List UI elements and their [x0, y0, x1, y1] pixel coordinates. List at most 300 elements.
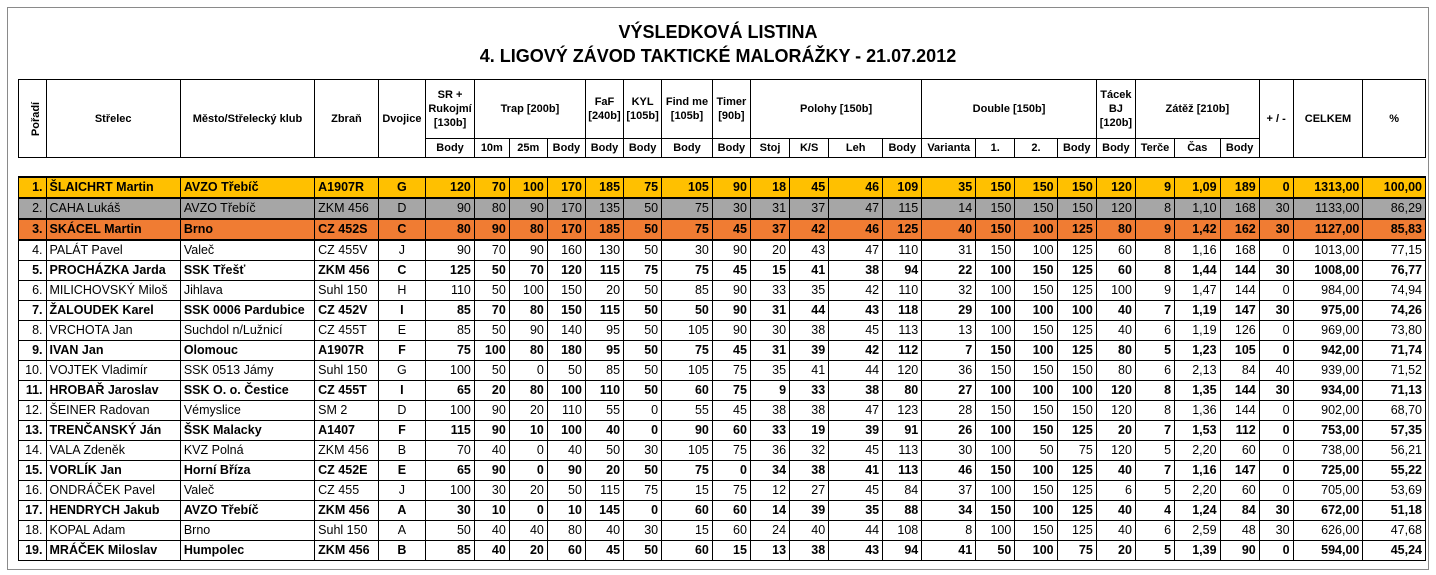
- cell-double-body: 150: [1057, 401, 1096, 421]
- cell-trap-25m: 10: [509, 421, 547, 441]
- cell-double-1: 150: [976, 341, 1015, 361]
- cell-tacek-body: 120: [1096, 441, 1135, 461]
- subheader-timer-body: Body: [712, 139, 750, 158]
- cell-double-varianta: 30: [922, 441, 976, 461]
- header-procent: %: [1363, 80, 1426, 158]
- cell-celkem: 984,00: [1293, 281, 1363, 301]
- table-row: [19, 261, 1426, 281]
- cell-polohy-leh: 45: [829, 441, 883, 461]
- cell-trap-body: 170: [547, 219, 585, 240]
- table-row: [19, 301, 1426, 321]
- cell-zatez-cas: 2,20: [1175, 481, 1220, 501]
- cell-trap-10m: 30: [474, 481, 509, 501]
- cell-procent: 45,24: [1363, 541, 1426, 561]
- cell-club: Jihlava: [180, 281, 314, 301]
- cell-club: AVZO Třebíč: [180, 198, 314, 219]
- cell-procent: 57,35: [1363, 421, 1426, 441]
- cell-findme-body: 75: [662, 219, 713, 240]
- cell-club: ŠSK Malacky: [180, 421, 314, 441]
- cell-polohy-body: 91: [883, 421, 922, 441]
- cell-trap-25m: 90: [509, 321, 547, 341]
- cell-polohy-stoj: 31: [750, 198, 789, 219]
- cell-double-body: 125: [1057, 240, 1096, 261]
- cell-trap-body: 150: [547, 281, 585, 301]
- cell-celkem: 594,00: [1293, 541, 1363, 561]
- cell-double-varianta: 32: [922, 281, 976, 301]
- cell-polohy-leh: 45: [829, 321, 883, 341]
- cell-celkem: 969,00: [1293, 321, 1363, 341]
- cell-procent: 68,70: [1363, 401, 1426, 421]
- cell-sr-body: 30: [426, 501, 475, 521]
- cell-double-body: 125: [1057, 421, 1096, 441]
- cell-celkem: 753,00: [1293, 421, 1363, 441]
- sheet-title: VÝSLEDKOVÁ LISTINA: [618, 22, 818, 42]
- cell-kyl-body: 50: [624, 381, 662, 401]
- subheader-polohy-body: Body: [883, 139, 922, 158]
- cell-double-2: 100: [1015, 501, 1057, 521]
- header-strelec: Střelec: [46, 80, 180, 158]
- cell-polohy-stoj: 34: [750, 461, 789, 481]
- cell-polohy-ks: 38: [790, 461, 829, 481]
- cell-polohy-stoj: 14: [750, 501, 789, 521]
- cell-trap-25m: 100: [509, 281, 547, 301]
- cell-sr-body: 85: [426, 541, 475, 561]
- cell-double-varianta: 8: [922, 521, 976, 541]
- cell-weapon: CZ 455: [315, 481, 378, 501]
- cell-faf-body: 55: [585, 401, 623, 421]
- cell-zatez-terce: 7: [1135, 301, 1174, 321]
- cell-polohy-ks: 39: [790, 341, 829, 361]
- cell-zatez-terce: 9: [1135, 281, 1174, 301]
- cell-polohy-stoj: 37: [750, 219, 789, 240]
- cell-polohy-body: 88: [883, 501, 922, 521]
- cell-celkem: 942,00: [1293, 341, 1363, 361]
- cell-weapon: A1907R: [315, 177, 378, 198]
- cell-double-body: 150: [1057, 361, 1096, 381]
- cell-polohy-leh: 43: [829, 541, 883, 561]
- cell-findme-body: 75: [662, 198, 713, 219]
- cell-trap-25m: 0: [509, 361, 547, 381]
- cell-trap-body: 40: [547, 441, 585, 461]
- cell-trap-body: 80: [547, 521, 585, 541]
- cell-zatez-body: 144: [1220, 281, 1259, 301]
- cell-kyl-body: 0: [624, 401, 662, 421]
- cell-tacek-body: 40: [1096, 321, 1135, 341]
- cell-trap-body: 120: [547, 261, 585, 281]
- cell-club: Vémyslice: [180, 401, 314, 421]
- cell-kyl-body: 50: [624, 198, 662, 219]
- cell-kyl-body: 75: [624, 177, 662, 198]
- cell-procent: 74,94: [1363, 281, 1426, 301]
- cell-sr-body: 120: [426, 177, 475, 198]
- cell-weapon: Suhl 150: [315, 361, 378, 381]
- cell-trap-body: 90: [547, 461, 585, 481]
- cell-timer-body: 45: [712, 401, 750, 421]
- cell-double-2: 150: [1015, 321, 1057, 341]
- cell-zatez-terce: 6: [1135, 361, 1174, 381]
- cell-findme-body: 75: [662, 461, 713, 481]
- cell-tacek-body: 20: [1096, 541, 1135, 561]
- cell-double-body: 125: [1057, 461, 1096, 481]
- cell-pair: F: [378, 341, 426, 361]
- cell-zatez-cas: 1,39: [1175, 541, 1220, 561]
- cell-kyl-body: 50: [624, 461, 662, 481]
- cell-double-1: 50: [976, 541, 1015, 561]
- cell-findme-body: 75: [662, 341, 713, 361]
- table-row: [19, 461, 1426, 481]
- cell-double-1: 150: [976, 219, 1015, 240]
- cell-weapon: Suhl 150: [315, 281, 378, 301]
- cell-rank: 1.: [19, 177, 47, 198]
- cell-faf-body: 95: [585, 321, 623, 341]
- cell-polohy-body: 94: [883, 541, 922, 561]
- cell-polohy-stoj: 9: [750, 381, 789, 401]
- cell-zatez-cas: 1,16: [1175, 461, 1220, 481]
- table-row: [19, 521, 1426, 541]
- cell-timer-body: 90: [712, 177, 750, 198]
- cell-kyl-body: 50: [624, 301, 662, 321]
- header-poradi: [19, 80, 47, 158]
- cell-trap-10m: 10: [474, 501, 509, 521]
- cell-sr-body: 85: [426, 321, 475, 341]
- cell-rank: 4.: [19, 240, 47, 261]
- cell-shooter-name: HROBAŘ Jaroslav: [46, 381, 180, 401]
- cell-polohy-leh: 47: [829, 198, 883, 219]
- cell-faf-body: 145: [585, 501, 623, 521]
- cell-double-varianta: 36: [922, 361, 976, 381]
- cell-zatez-body: 84: [1220, 361, 1259, 381]
- cell-double-body: 125: [1057, 501, 1096, 521]
- cell-tacek-body: 100: [1096, 281, 1135, 301]
- cell-polohy-ks: 44: [790, 301, 829, 321]
- sheet-subtitle: 4. LIGOVÝ ZÁVOD TAKTICKÉ MALORÁŽKY - 21.07.2012: [479, 46, 957, 66]
- cell-polohy-stoj: 18: [750, 177, 789, 198]
- cell-weapon: A1407: [315, 421, 378, 441]
- cell-tacek-body: 80: [1096, 361, 1135, 381]
- cell-rank: 5.: [19, 261, 47, 281]
- cell-plus-minus: 0: [1259, 481, 1293, 501]
- results-body: [19, 158, 1426, 561]
- cell-polohy-leh: 35: [829, 501, 883, 521]
- cell-shooter-name: VRCHOTA Jan: [46, 321, 180, 341]
- header-mesto: Město/Střelecký klub: [180, 80, 314, 158]
- cell-zatez-body: 144: [1220, 401, 1259, 421]
- cell-faf-body: 130: [585, 240, 623, 261]
- table-row: [19, 481, 1426, 501]
- table-row: [19, 177, 1426, 198]
- cell-club: Brno: [180, 219, 314, 240]
- cell-polohy-stoj: 24: [750, 521, 789, 541]
- cell-weapon: SM 2: [315, 401, 378, 421]
- cell-procent: 86,29: [1363, 198, 1426, 219]
- cell-findme-body: 60: [662, 381, 713, 401]
- cell-zatez-body: 90: [1220, 541, 1259, 561]
- cell-shooter-name: MRÁČEK Miloslav: [46, 541, 180, 561]
- cell-shooter-name: IVAN Jan: [46, 341, 180, 361]
- header-poradi-label: Pořadí: [30, 101, 43, 136]
- subheader-double-body: Body: [1057, 139, 1096, 158]
- cell-faf-body: 50: [585, 441, 623, 461]
- cell-timer-body: 30: [712, 198, 750, 219]
- cell-zatez-terce: 6: [1135, 521, 1174, 541]
- cell-trap-body: 50: [547, 361, 585, 381]
- cell-polohy-body: 115: [883, 198, 922, 219]
- cell-double-2: 100: [1015, 301, 1057, 321]
- cell-zatez-body: 60: [1220, 481, 1259, 501]
- cell-polohy-stoj: 31: [750, 341, 789, 361]
- cell-trap-25m: 20: [509, 481, 547, 501]
- cell-celkem: 626,00: [1293, 521, 1363, 541]
- header-dvojice: Dvojice: [378, 80, 426, 158]
- cell-trap-body: 160: [547, 240, 585, 261]
- cell-plus-minus: 30: [1259, 198, 1293, 219]
- cell-faf-body: 185: [585, 219, 623, 240]
- cell-trap-25m: 0: [509, 441, 547, 461]
- cell-club: Valeč: [180, 240, 314, 261]
- cell-zatez-body: 84: [1220, 501, 1259, 521]
- cell-zatez-cas: 1,19: [1175, 301, 1220, 321]
- cell-zatez-cas: 1,44: [1175, 261, 1220, 281]
- cell-double-varianta: 46: [922, 461, 976, 481]
- cell-polohy-stoj: 38: [750, 401, 789, 421]
- cell-celkem: 705,00: [1293, 481, 1363, 501]
- cell-zatez-terce: 9: [1135, 219, 1174, 240]
- subheader-zatez-body: Body: [1220, 139, 1259, 158]
- cell-zatez-terce: 8: [1135, 381, 1174, 401]
- cell-zatez-cas: 1,47: [1175, 281, 1220, 301]
- cell-zatez-cas: 1,24: [1175, 501, 1220, 521]
- cell-polohy-body: 120: [883, 361, 922, 381]
- cell-double-1: 100: [976, 381, 1015, 401]
- cell-tacek-body: 120: [1096, 381, 1135, 401]
- cell-weapon: CZ 455T: [315, 321, 378, 341]
- cell-double-body: 75: [1057, 541, 1096, 561]
- cell-kyl-body: 75: [624, 261, 662, 281]
- cell-kyl-body: 50: [624, 541, 662, 561]
- cell-faf-body: 85: [585, 361, 623, 381]
- cell-polohy-body: 108: [883, 521, 922, 541]
- cell-club: Brno: [180, 521, 314, 541]
- table-row: [19, 541, 1426, 561]
- cell-tacek-body: 40: [1096, 301, 1135, 321]
- cell-double-1: 100: [976, 281, 1015, 301]
- cell-celkem: 672,00: [1293, 501, 1363, 521]
- cell-double-body: 75: [1057, 441, 1096, 461]
- cell-kyl-body: 50: [624, 361, 662, 381]
- cell-pair: E: [378, 461, 426, 481]
- cell-zatez-body: 126: [1220, 321, 1259, 341]
- subheader-trap-25m: 25m: [509, 139, 547, 158]
- cell-pair: G: [378, 177, 426, 198]
- cell-tacek-body: 80: [1096, 219, 1135, 240]
- cell-zatez-body: 144: [1220, 381, 1259, 401]
- cell-pair: B: [378, 441, 426, 461]
- cell-plus-minus: 30: [1259, 219, 1293, 240]
- cell-polohy-ks: 38: [790, 321, 829, 341]
- cell-shooter-name: MILICHOVSKÝ Miloš: [46, 281, 180, 301]
- cell-timer-body: 75: [712, 481, 750, 501]
- header-tacek: Tácek BJ [120b]: [1096, 80, 1135, 139]
- cell-trap-10m: 40: [474, 441, 509, 461]
- cell-plus-minus: 0: [1259, 177, 1293, 198]
- cell-polohy-leh: 46: [829, 219, 883, 240]
- cell-polohy-leh: 46: [829, 177, 883, 198]
- cell-kyl-body: 50: [624, 219, 662, 240]
- results-sheet: [7, 7, 1429, 570]
- cell-zatez-cas: 1,42: [1175, 219, 1220, 240]
- cell-procent: 85,83: [1363, 219, 1426, 240]
- cell-weapon: CZ 452E: [315, 461, 378, 481]
- cell-polohy-stoj: 13: [750, 541, 789, 561]
- cell-polohy-leh: 47: [829, 401, 883, 421]
- cell-procent: 71,52: [1363, 361, 1426, 381]
- cell-findme-body: 60: [662, 501, 713, 521]
- cell-timer-body: 60: [712, 521, 750, 541]
- cell-findme-body: 105: [662, 361, 713, 381]
- cell-polohy-body: 123: [883, 401, 922, 421]
- cell-trap-25m: 80: [509, 301, 547, 321]
- cell-sr-body: 115: [426, 421, 475, 441]
- cell-double-body: 125: [1057, 261, 1096, 281]
- cell-polohy-body: 110: [883, 240, 922, 261]
- cell-double-body: 150: [1057, 198, 1096, 219]
- cell-findme-body: 105: [662, 321, 713, 341]
- subheader-leh: Leh: [829, 139, 883, 158]
- table-row: [19, 441, 1426, 461]
- cell-double-2: 150: [1015, 177, 1057, 198]
- cell-kyl-body: 50: [624, 281, 662, 301]
- cell-zatez-cas: 2,59: [1175, 521, 1220, 541]
- cell-tacek-body: 120: [1096, 401, 1135, 421]
- cell-pair: H: [378, 281, 426, 301]
- cell-trap-25m: 80: [509, 341, 547, 361]
- header-timer: Timer [90b]: [712, 80, 750, 139]
- cell-polohy-body: 113: [883, 441, 922, 461]
- table-row: [19, 361, 1426, 381]
- table-row: [19, 281, 1426, 301]
- cell-double-2: 100: [1015, 381, 1057, 401]
- cell-sr-body: 65: [426, 381, 475, 401]
- cell-faf-body: 20: [585, 461, 623, 481]
- cell-trap-body: 60: [547, 541, 585, 561]
- cell-club: Suchdol n/Lužnicí: [180, 321, 314, 341]
- cell-double-varianta: 27: [922, 381, 976, 401]
- cell-polohy-body: 94: [883, 261, 922, 281]
- cell-double-varianta: 7: [922, 341, 976, 361]
- results-table: [18, 79, 1426, 561]
- cell-double-varianta: 40: [922, 219, 976, 240]
- cell-plus-minus: 30: [1259, 521, 1293, 541]
- cell-rank: 14.: [19, 441, 47, 461]
- cell-celkem: 1313,00: [1293, 177, 1363, 198]
- cell-shooter-name: ONDRÁČEK Pavel: [46, 481, 180, 501]
- cell-plus-minus: 0: [1259, 321, 1293, 341]
- cell-kyl-body: 75: [624, 481, 662, 501]
- cell-findme-body: 105: [662, 441, 713, 461]
- cell-timer-body: 60: [712, 501, 750, 521]
- cell-zatez-body: 189: [1220, 177, 1259, 198]
- cell-findme-body: 85: [662, 281, 713, 301]
- cell-double-body: 125: [1057, 321, 1096, 341]
- cell-polohy-ks: 19: [790, 421, 829, 441]
- cell-polohy-leh: 43: [829, 301, 883, 321]
- cell-weapon: CZ 455T: [315, 381, 378, 401]
- cell-double-1: 150: [976, 240, 1015, 261]
- cell-polohy-body: 110: [883, 281, 922, 301]
- cell-findme-body: 90: [662, 421, 713, 441]
- cell-polohy-ks: 43: [790, 240, 829, 261]
- cell-shooter-name: CAHA Lukáš: [46, 198, 180, 219]
- cell-trap-10m: 90: [474, 219, 509, 240]
- cell-plus-minus: 30: [1259, 261, 1293, 281]
- cell-trap-10m: 50: [474, 261, 509, 281]
- cell-trap-10m: 40: [474, 521, 509, 541]
- cell-polohy-ks: 32: [790, 441, 829, 461]
- cell-tacek-body: 40: [1096, 501, 1135, 521]
- cell-rank: 3.: [19, 219, 47, 240]
- cell-double-body: 150: [1057, 177, 1096, 198]
- cell-polohy-ks: 45: [790, 177, 829, 198]
- cell-weapon: ZKM 456: [315, 198, 378, 219]
- table-row: [19, 198, 1426, 219]
- cell-polohy-body: 113: [883, 461, 922, 481]
- cell-zatez-terce: 6: [1135, 321, 1174, 341]
- cell-procent: 47,68: [1363, 521, 1426, 541]
- cell-trap-body: 150: [547, 301, 585, 321]
- cell-faf-body: 20: [585, 281, 623, 301]
- cell-weapon: CZ 452S: [315, 219, 378, 240]
- cell-sr-body: 85: [426, 301, 475, 321]
- cell-club: Humpolec: [180, 541, 314, 561]
- cell-zatez-cas: 1,53: [1175, 421, 1220, 441]
- cell-shooter-name: ŽALOUDEK Karel: [46, 301, 180, 321]
- cell-findme-body: 50: [662, 301, 713, 321]
- cell-polohy-ks: 40: [790, 521, 829, 541]
- cell-celkem: 725,00: [1293, 461, 1363, 481]
- subheader-sr-body: Body: [426, 139, 475, 158]
- cell-zatez-terce: 8: [1135, 401, 1174, 421]
- subheader-cas: Čas: [1175, 139, 1220, 158]
- cell-zatez-terce: 4: [1135, 501, 1174, 521]
- cell-trap-10m: 70: [474, 240, 509, 261]
- cell-double-varianta: 35: [922, 177, 976, 198]
- cell-rank: 12.: [19, 401, 47, 421]
- cell-timer-body: 45: [712, 219, 750, 240]
- cell-faf-body: 115: [585, 261, 623, 281]
- cell-double-2: 100: [1015, 341, 1057, 361]
- cell-shooter-name: VORLÍK Jan: [46, 461, 180, 481]
- cell-shooter-name: SKÁCEL Martin: [46, 219, 180, 240]
- subheader-kyl-body: Body: [624, 139, 662, 158]
- cell-shooter-name: VALA Zdeněk: [46, 441, 180, 461]
- cell-plus-minus: 0: [1259, 281, 1293, 301]
- cell-weapon: A1907R: [315, 341, 378, 361]
- cell-double-body: 125: [1057, 481, 1096, 501]
- cell-kyl-body: 0: [624, 421, 662, 441]
- subheader-tacek-body: Body: [1096, 139, 1135, 158]
- cell-trap-10m: 40: [474, 541, 509, 561]
- cell-trap-25m: 0: [509, 461, 547, 481]
- cell-sr-body: 100: [426, 401, 475, 421]
- cell-pair: F: [378, 421, 426, 441]
- cell-timer-body: 45: [712, 341, 750, 361]
- cell-plus-minus: 0: [1259, 240, 1293, 261]
- cell-polohy-ks: 35: [790, 281, 829, 301]
- header-zbran: Zbraň: [315, 80, 378, 158]
- cell-weapon: ZKM 456: [315, 501, 378, 521]
- cell-findme-body: 105: [662, 177, 713, 198]
- table-row: [19, 321, 1426, 341]
